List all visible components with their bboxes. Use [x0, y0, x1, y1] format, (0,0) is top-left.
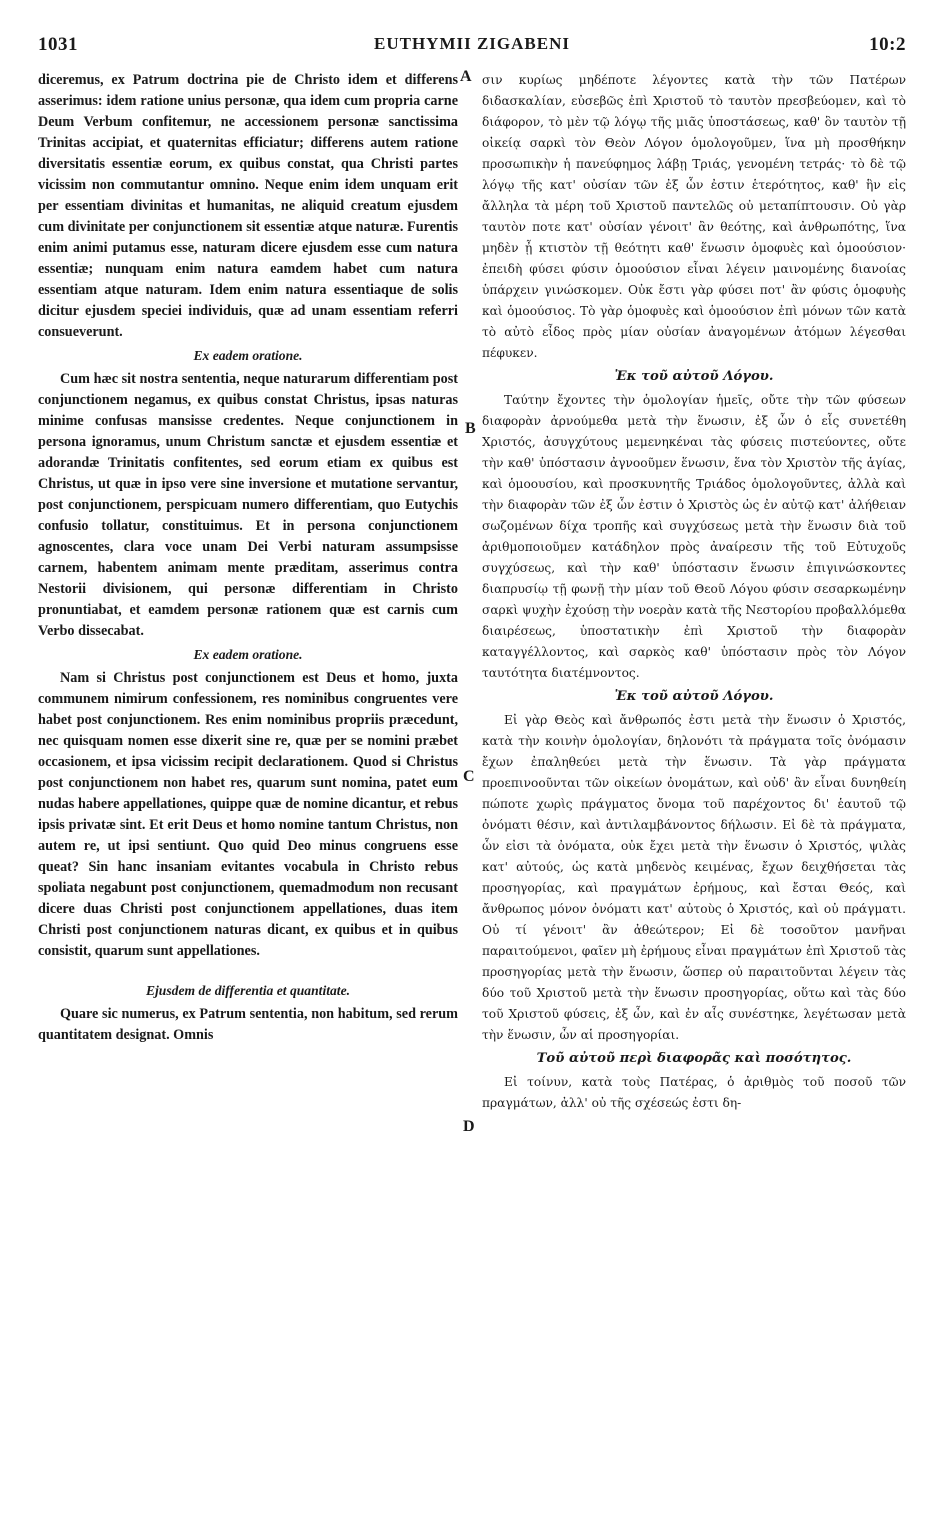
latin-paragraph: Nam si Christus post conjunctionem est Deus et homo, juxta communem nimirum confessionem, res nominibus congruentes vere habet post conjunctionem. Res enim nominibus propriis præcedunt, nec quisquam nomen esse dixerit sine re, quæ per se nomini præbet occasionem, et ipsa vicissim recipit declarationem. Quod si Christus post conjunctionem non habet res, quarum sunt nomina, patet eum nudas habere appellationes, quippe quæ de nomine dicantur, et rebus ipsis privatæ sint. Et erit Deus et homo nomine tantum Christus, non autem re, ut ipsi sentiunt. Quo quid Deo minus congruens esse queat? Sin hanc insaniam evitantes vocabula in Christo rebus spoliata negabunt post conjunctionem, quemadmodum non recusant dicere duas Christi post conjunctionem appellationes, duas item Christi post conjunctionem naturas dicant, ex quibus et in quibus consistit, quarum sunt appellationes.: [38, 670, 458, 959]
greek-paragraph: Εἰ γὰρ Θεὸς καὶ ἄνθρωπός ἐστι μετὰ τὴν ἕνωσιν ὁ Χριστός, κατὰ τὴν κοινὴν ὁμολογίαν, δηλονότι τὰ πράγματα τοῖς ὀνόμασιν ἔχων ἐπαληθεύει μετὰ τὴν ἕνωσιν. Τὰ γὰρ πράγματα προεπινοοῦνται τῶν οἰκείων ὀνομάτων, καὶ οὐδ' ἂν εἶναι δυνηθείη πώποτε χωρὶς πράγματος ὄνομα τοῦ παρέχοντος δι' ἑαυτοῦ τῷ ὀνόματι θέσιν, καὶ ἀντιλαμβάνοντος δήλωσιν. Εἰ δὲ τὰ πράγματα, ὧν εἰσι τὰ ὀνόματα, οὐκ ἔχει μετὰ τὴν ἕνωσιν ὁ Χριστός, ψιλὰς κατ' αὐτούς, ὡς κατὰ μηδενὸς κειμένας, ἔχων δειχθήσεται τὰς προσηγορίας, καὶ πραγμάτων ἐρήμους, καὶ ἔσται Θεός, καὶ ἄνθρωπος μόνον ὀνόματι κατ' αὐτοὺς ὁ Χριστός, καὶ οὐ πράγματι. Οὐ τί γένοιτ' ἂν ἀθεώτερον; Εἰ δὲ τοσοῦτον μανῆναι παραιτούμενοι, φαῖεν μὴ ἐρήμους εἶναι πραγμάτων ἐπὶ Χριστοῦ τὰς προσηγορίας μετὰ τὴν ἕνωσιν, ὥσπερ οὐ παραιτοῦνται λέγειν τὰς δύο τοῦ Χριστοῦ μετὰ τὴν ἕνωσιν προσηγορίας, οὕτω καὶ τὰς δύο τοῦ Χριστοῦ φύσεις, ἐξ ὧν, καὶ ἐν αἷς συνέστηκε, λεγέτωσαν μετὰ τὴν ἕνωσιν, ὧν αἱ προσηγορίαι.: [482, 713, 906, 1042]
latin-paragraph: diceremus, ex Patrum doctrina pie de Christo idem et differens asserimus: idem ratione unius personæ, qua idem cum propria carne Deum Verbum confitemur, ne accessionem personæ sanctissima Trinitas accipiat, et quaternitas efficiatur; differens autem ratione diversitatis essentiæ eorum, ex quibus constat, qua Christi partes vicissim non commutantur omnino. Neque enim idem unquam erit per essentiam divinitas et humanitas, ne aliquid creatum ejusdem cum divinitate per conjunctionem sit essentiæ atque naturæ. Furentis enim animi putamus esse, naturam dicere ejusdem esse cum natura essentiæ; nunquam enim natura eamdem habet cum natura essentiam atque naturam. Idem enim natura essentiaque de solis dicitur ejusdem speciei individuis, quæ ad unam essentiam referri consueverunt.: [38, 72, 458, 340]
margin-letter-c: C: [463, 768, 475, 785]
greek-paragraph: Εἰ τοίνυν, κατὰ τοὺς Πατέρας, ὁ ἀριθμὸς τοῦ ποσοῦ τῶν πραγμάτων, ἀλλ' οὐ τῆς σχέσεώς ἐστι δη-: [482, 1075, 906, 1110]
greek-section-heading: Ἐκ τοῦ αὐτοῦ Λόγου.: [614, 369, 774, 384]
latin-section-heading: Ex eadem oratione.: [193, 348, 303, 363]
latin-column: [38, 70, 458, 1046]
page-number-right: 10:2: [869, 34, 906, 55]
greek-column: [482, 70, 906, 1114]
greek-paragraph: Ταύτην ἔχοντες τὴν ὁμολογίαν ἡμεῖς, οὔτε τὴν τῶν φύσεων διαφορὰν ἀρνούμεθα μετὰ τὴν ἕνωσιν, ἐξ ὧν ὁ εἷς συνετέθη Χριστός, ἀσυγχύτους μεμενηκέναι τὰς φύσεις πιστεύοντες, οὔτε τὴν καθ' ὑπόστασιν ἀγνοοῦμεν ἕνωσιν, ἕνα τὸν Χριστὸν τῆς ἁγίας, καὶ ὁμοουσίου, καὶ προσκυνητῆς Τριάδος ὁμολογοῦντες, ἀλλὰ καὶ τὴν διαφορὰν τῶν ἐξ ὧν ἐστιν ὁ Χριστὸς ὡς ἐν αὐτῷ κατ' ἀλήθειαν σωζομένων δίχα τροπῆς καὶ συγχύσεως μετὰ τὴν ἕνωσιν διὰ τοῦ ἀριθμοποιοῦμεν κατάδηλον πρὸς ἀναίρεσιν τῆς τοῦ Εὐτυχοῦς συγχύσεως, καὶ τὴν καθ' ὑπόστασιν ἕνωσιν ἐπιγινώσκοντες διαπρυσίῳ τῇ φωνῇ τὴν μίαν τοῦ Θεοῦ Λόγου φύσιν σεσαρκωμένην σαρκὶ ψυχὴν ἐχούσῃ τὴν νοερὰν κατὰ τῆς Νεστορίου προβαλλόμεθα διαιρέσεως, ὑποστατικὴν ἐπὶ Χριστοῦ τὴν διαφορὰν καταγγέλλοντος, καὶ σαρκὸς καθ' ὑπόστασιν πρὸς τὸν Λόγον ταυτότητα διατέμνοντος.: [482, 393, 906, 680]
latin-section-heading: Ex eadem oratione.: [193, 647, 303, 662]
greek-section-heading: Τοῦ αὐτοῦ περὶ διαφορᾶς καὶ ποσότητος.: [536, 1051, 852, 1066]
margin-letter-d: D: [463, 1118, 475, 1135]
greek-paragraph: σιν κυρίως μηδέποτε λέγοντες κατὰ τὴν τῶν Πατέρων διδασκαλίαν, εὐσεβῶς ἐπὶ Χριστοῦ τὸ ταυτὸν πρεσβεύομεν, καὶ τὸ διάφορον, τὸ μὲν τῷ λόγῳ τῆς μιᾶς ὑποστάσεως, καθ' ὃν ταυτὸν τῇ οἰκείᾳ σαρκὶ τὸν Θεὸν Λόγον ὁμολογοῦμεν, ἵνα μὴ προσθήκην προσωπικὴν ἡ πανεύφημος λάβῃ Τριάς, γενομένη τετράς· τὸ δὲ τῷ λόγῳ τῆς κατ' οὐσίαν τῶν ἐξ ὧν ἐστιν ἑτερότητος, καθ' ἣν εἰς ἄλληλα τὰ μέρη τοῦ Χριστοῦ παντελῶς οὐ μεταπίπτουσιν. Οὐ γὰρ ταυτὸν ποτε κατ' οὐσίαν γένοιτ' ἂν θεότης, καὶ ἀνθρωπότης, ἵνα μηδὲν ᾖ κτιστὸν τῇ θεότητι καθ' ἕνωσιν ὁμοφυὲς καὶ ὁμοούσιον· ἐπειδὴ φύσει φύσιν ὁμοούσιον εἶναι λέγειν μαινομένης διανοίας ὑπάρχειν γινώσκομεν. Οὐκ ἔστι γὰρ φύσει ποτ' ἂν φύσις ὁμοφυὴς καὶ ὁμοούσιος. Τὸ γὰρ ὁμοφυὲς καὶ ὁμοούσιον ἐπὶ μόνων τῶν κατὰ τὸ αὐτὸ εἶδος πρὸς μίαν οὐσίαν ἀναγομένων ἀτόμων λέγεσθαι πέφυκεν.: [482, 73, 906, 360]
latin-section-heading: Ejusdem de differentia et quantitate.: [145, 983, 351, 998]
page-number-left: 1031: [38, 34, 78, 55]
running-title: EUTHYMII ZIGABENI: [373, 34, 570, 53]
latin-paragraph: Quare sic numerus, ex Patrum sententia, non habitum, sed rerum quantitatem designat. Omnis: [38, 1006, 458, 1043]
margin-letter-b: B: [465, 420, 476, 437]
margin-letter-a: A: [460, 68, 472, 85]
latin-paragraph: Cum hæc sit nostra sententia, neque naturarum differentiam post conjunctionem negamus, ex quibus constat Christus, ipsas naturas minime confusas mansisse credentes. Neque conjunctionem in persona ignoramus, unum Christum sanctæ et ejusdem essentiæ et adorandæ Trinitatis confitentes, sed eorum etiam ex quibus est Christus, ut quæ in ipso vere sine inversione et mutatione servantur, post conjunctionem, perspicuam numero differentiam, quo Eutychis confusio tollatur, constituimus. Et in persona conjunctionem agnoscentes, clara voce unam Dei Verbi naturam assumpsisse carnem, habentem animam mente præditam, asserimus contra Nestorii divisionem, qui personæ differentiam in Christo pronuntiabat, et eamdem personæ rationem quæ est carnis cum Verbo dissecabat.: [38, 371, 458, 639]
running-head: [38, 34, 906, 64]
greek-section-heading: Ἐκ τοῦ αὐτοῦ Λόγου.: [614, 689, 774, 704]
